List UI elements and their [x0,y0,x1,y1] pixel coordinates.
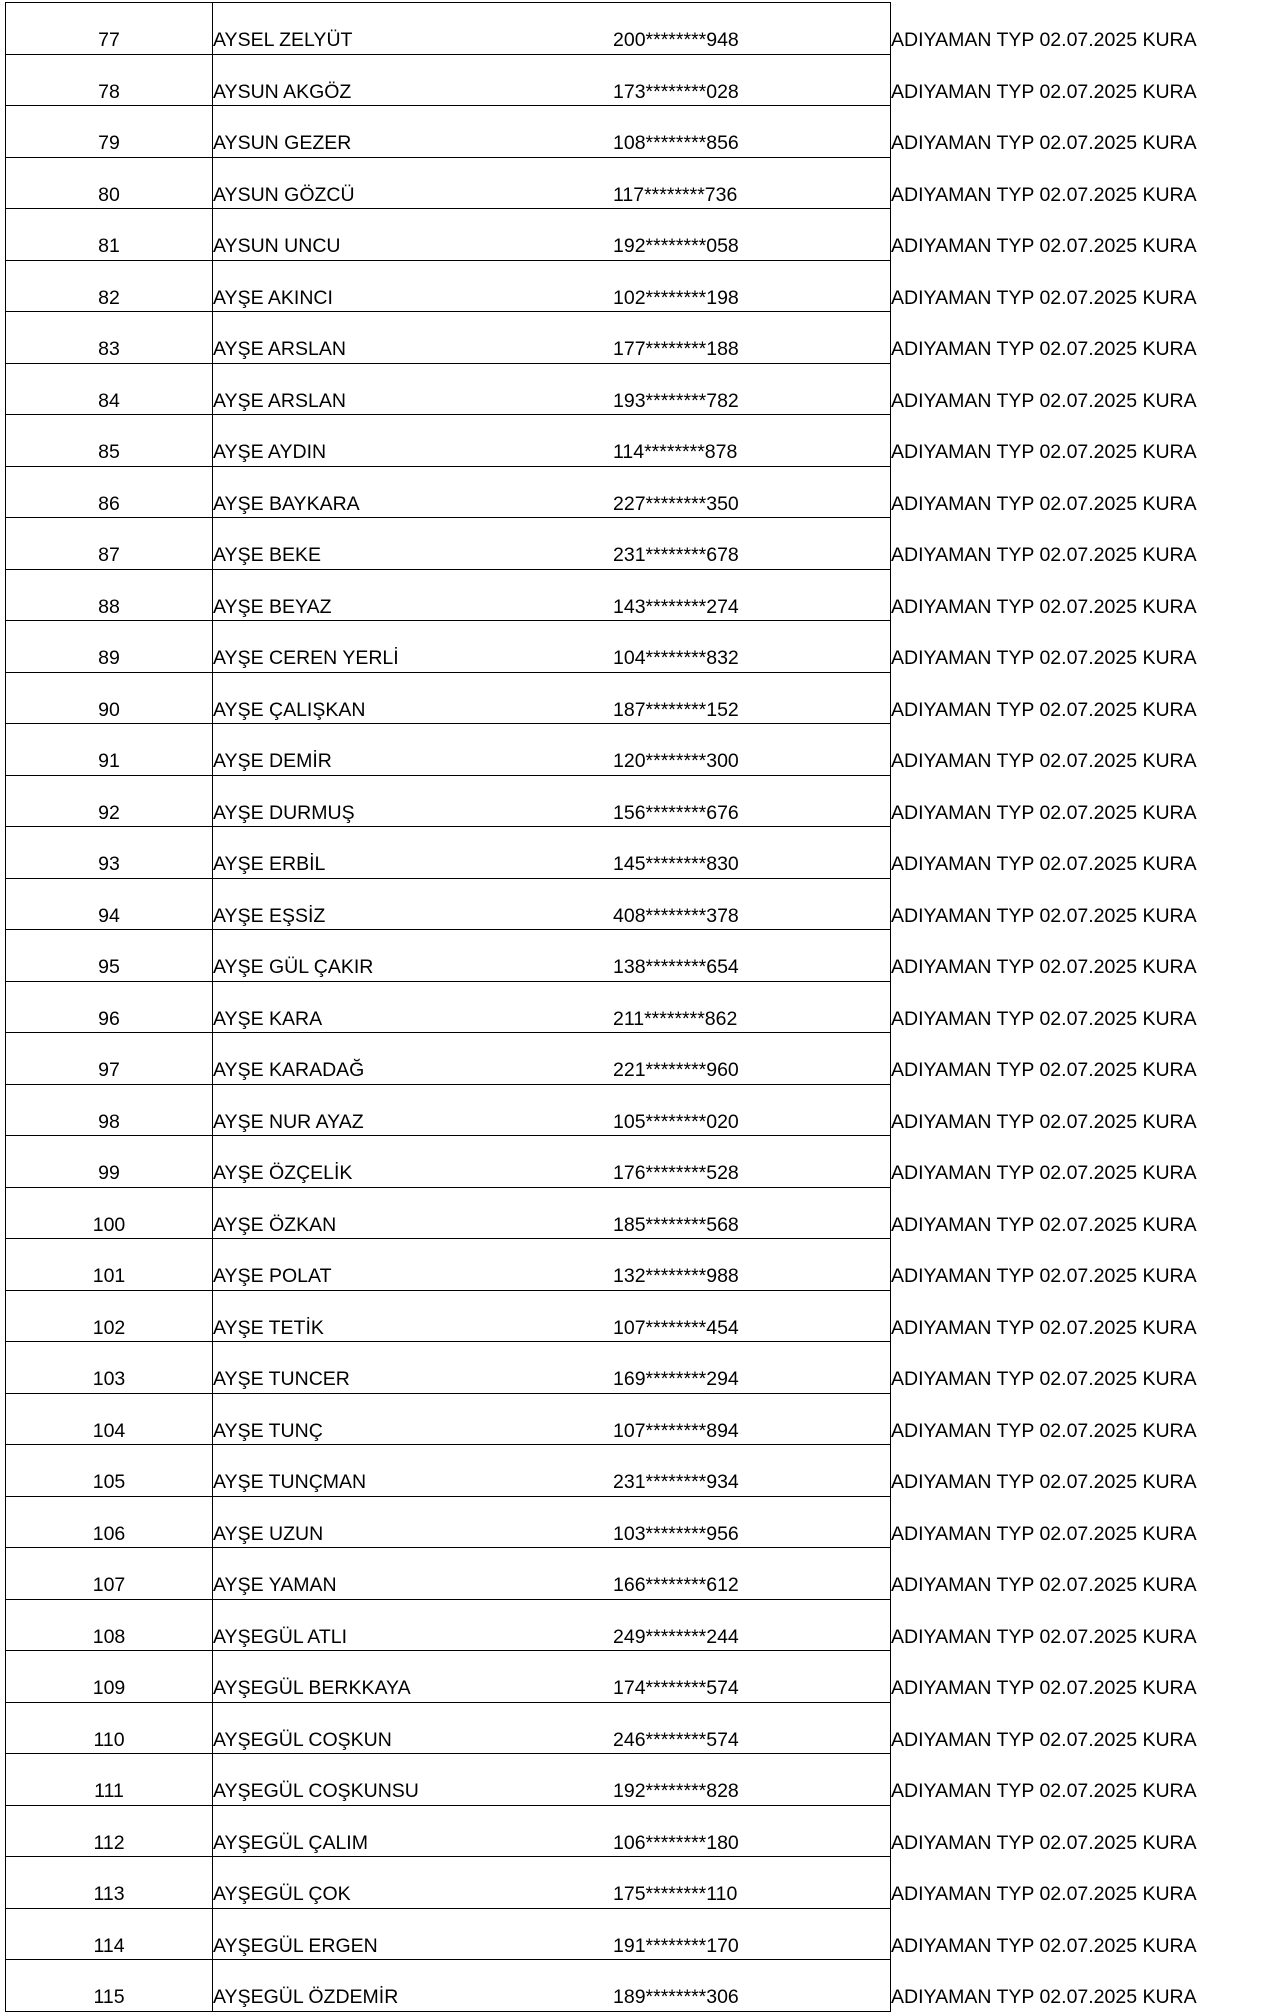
row-number-cell: 84 [6,363,213,415]
person-name-cell: AYSUN AKGÖZ 173********028 [213,54,891,106]
person-name-cell: AYSUN GÖZCÜ 117********736 [213,157,891,209]
table-row: 115 AYŞEGÜL ÖZDEMİR 189********306 ADIYAMAN TYP 02.07.2025 KURA [6,1960,1271,2012]
masked-id-number: 143********274 [613,595,739,618]
person-name-cell: AYŞE KARA 211********862 [213,981,891,1033]
masked-id-number: 108********856 [613,132,739,154]
masked-id-number: 173********028 [613,80,739,103]
row-number-cell: 110 [6,1702,213,1754]
masked-id-number: 120********300 [613,750,739,772]
row-number-cell: 78 [6,54,213,106]
masked-id-number: 192********058 [613,235,739,257]
masked-id-number: 145********830 [613,853,739,875]
person-name-cell: AYŞE YAMAN 166********612 [213,1548,891,1600]
masked-id-number: 107********454 [613,1316,739,1339]
row-number-cell: 114 [6,1908,213,1960]
masked-id-number: 175********110 [613,1883,738,1905]
person-name-cell: AYŞE TUNCER 169********294 [213,1342,891,1394]
masked-id-number: 117********736 [613,183,738,206]
table-row: 92 AYŞE DURMUŞ 156********676 ADIYAMAN TYP 02.07.2025 KURA [6,775,1271,827]
table-row: 95 AYŞE GÜL ÇAKIR 138********654 ADIYAMAN TYP 02.07.2025 KURA [6,930,1271,982]
person-name-cell: AYŞE ARSLAN 193********782 [213,363,891,415]
masked-id-number: 221********960 [613,1059,739,1081]
lottery-results-table [5,2,1271,2012]
table-row: 104 AYŞE TUNÇ 107********894 ADIYAMAN TYP 02.07.2025 KURA [6,1393,1271,1445]
masked-id-number: 176********528 [613,1162,739,1184]
masked-id-number: 114********878 [613,441,738,463]
person-name-cell: AYŞEGÜL ÇALIM 106********180 [213,1805,891,1857]
masked-id-number: 102********198 [613,286,739,309]
table-row: 102 AYŞE TETİK 107********454 ADIYAMAN TYP 02.07.2025 KURA [6,1290,1271,1342]
masked-id-number: 104********832 [613,647,739,669]
table-row: 81 AYSUN UNCU 192********058 ADIYAMAN TYP 02.07.2025 KURA [6,209,1271,261]
masked-id-number: 246********574 [613,1728,739,1751]
person-name-cell: AYŞE ARSLAN 177********188 [213,312,891,364]
table-row: 106 AYŞE UZUN 103********956 ADIYAMAN TYP 02.07.2025 KURA [6,1496,1271,1548]
table-row: 100 AYŞE ÖZKAN 185********568 ADIYAMAN TYP 02.07.2025 KURA [6,1187,1271,1239]
table-row: 78 AYSUN AKGÖZ 173********028 ADIYAMAN TYP 02.07.2025 KURA [6,54,1271,106]
masked-id-number: 192********828 [613,1780,739,1802]
row-number-cell: 81 [6,209,213,261]
row-number-cell: 96 [6,981,213,1033]
masked-id-number: 105********020 [613,1110,739,1133]
person-name-cell: AYŞE POLAT 132********988 [213,1239,891,1291]
masked-id-number: 191********170 [613,1934,739,1957]
row-number-cell: 104 [6,1393,213,1445]
person-name-cell: AYŞE DEMİR 120********300 [213,724,891,776]
row-number-cell: 99 [6,1136,213,1188]
table-row: 98 AYŞE NUR AYAZ 105********020 ADIYAMAN TYP 02.07.2025 KURA [6,1084,1271,1136]
masked-id-number: 187********152 [613,698,739,721]
person-name-cell: AYŞEGÜL COŞKUN 246********574 [213,1702,891,1754]
person-name-cell: AYŞE BEYAZ 143********274 [213,569,891,621]
person-name-cell: AYSUN UNCU 192********058 [213,209,891,261]
person-name-cell: AYŞE ÇALIŞKAN 187********152 [213,672,891,724]
row-number-cell: 106 [6,1496,213,1548]
person-name-cell: AYŞEGÜL COŞKUNSU 192********828 [213,1754,891,1806]
masked-id-number: 193********782 [613,389,739,412]
table-row: 82 AYŞE AKINCI 102********198 ADIYAMAN TYP 02.07.2025 KURA [6,260,1271,312]
table-row: 114 AYŞEGÜL ERGEN 191********170 ADIYAMAN TYP 02.07.2025 KURA [6,1908,1271,1960]
table-row: 84 AYŞE ARSLAN 193********782 ADIYAMAN TYP 02.07.2025 KURA [6,363,1271,415]
person-name-cell: AYŞE CEREN YERLİ 104********832 [213,621,891,673]
table-row: 111 AYŞEGÜL COŞKUNSU 192********828 ADIYAMAN TYP 02.07.2025 KURA [6,1754,1271,1806]
person-name-cell: AYŞEGÜL ATLI 249********244 [213,1599,891,1651]
person-name-cell: AYŞE ÖZÇELİK 176********528 [213,1136,891,1188]
person-name-cell: AYŞEGÜL ÇOK 175********110 [213,1857,891,1909]
masked-id-number: 227********350 [613,492,739,515]
row-number-cell: 85 [6,415,213,467]
masked-id-number: 177********188 [613,338,739,360]
row-number-cell: 98 [6,1084,213,1136]
row-number-cell: 113 [6,1857,213,1909]
table-body [6,3,1271,2012]
table-row: 88 AYŞE BEYAZ 143********274 ADIYAMAN TYP 02.07.2025 KURA [6,569,1271,621]
row-number-cell: 82 [6,260,213,312]
row-number-cell: 91 [6,724,213,776]
masked-id-number: 156********676 [613,801,739,824]
masked-id-number: 189********306 [613,1986,739,2008]
row-number-cell: 109 [6,1651,213,1703]
person-name-cell: AYŞE TUNÇMAN 231********934 [213,1445,891,1497]
masked-id-number: 231********678 [613,544,739,566]
row-number-cell: 108 [6,1599,213,1651]
row-number-cell: 77 [6,3,213,55]
table-row: 80 AYSUN GÖZCÜ 117********736 ADIYAMAN TYP 02.07.2025 KURA [6,157,1271,209]
row-number-cell: 105 [6,1445,213,1497]
masked-id-number: 200********948 [613,29,739,51]
row-number-cell: 115 [6,1960,213,2012]
table-row: 86 AYŞE BAYKARA 227********350 ADIYAMAN TYP 02.07.2025 KURA [6,466,1271,518]
table-row: 79 AYSUN GEZER 108********856 ADIYAMAN TYP 02.07.2025 KURA [6,106,1271,158]
row-number-cell: 97 [6,1033,213,1085]
table-row: 89 AYŞE CEREN YERLİ 104********832 ADIYAMAN TYP 02.07.2025 KURA [6,621,1271,673]
row-number-cell: 86 [6,466,213,518]
person-name-cell: AYŞE TETİK 107********454 [213,1290,891,1342]
table-row: 101 AYŞE POLAT 132********988 ADIYAMAN TYP 02.07.2025 KURA [6,1239,1271,1291]
person-name-cell: AYŞEGÜL ERGEN 191********170 [213,1908,891,1960]
row-number-cell: 95 [6,930,213,982]
table-row: 112 AYŞEGÜL ÇALIM 106********180 ADIYAMAN TYP 02.07.2025 KURA [6,1805,1271,1857]
person-name-cell: AYŞE DURMUŞ 156********676 [213,775,891,827]
person-name-cell: AYŞE ERBİL 145********830 [213,827,891,879]
person-name-cell: AYŞE NUR AYAZ 105********020 [213,1084,891,1136]
table-row: 94 AYŞE EŞSİZ 408********378 ADIYAMAN TYP 02.07.2025 KURA [6,878,1271,930]
table-row: 91 AYŞE DEMİR 120********300 ADIYAMAN TYP 02.07.2025 KURA [6,724,1271,776]
row-number-cell: 112 [6,1805,213,1857]
row-number-cell: 102 [6,1290,213,1342]
row-number-cell: 93 [6,827,213,879]
masked-id-number: 132********988 [613,1265,739,1287]
table-row: 110 AYŞEGÜL COŞKUN 246********574 ADIYAMAN TYP 02.07.2025 KURA [6,1702,1271,1754]
table-row: 113 AYŞEGÜL ÇOK 175********110 ADIYAMAN TYP 02.07.2025 KURA [6,1857,1271,1909]
masked-id-number: 174********574 [613,1677,739,1699]
masked-id-number: 166********612 [613,1574,739,1596]
table-row: 99 AYŞE ÖZÇELİK 176********528 ADIYAMAN TYP 02.07.2025 KURA [6,1136,1271,1188]
masked-id-number: 107********894 [613,1419,739,1442]
person-name-cell: AYŞE AYDIN 114********878 [213,415,891,467]
table-row: 103 AYŞE TUNCER 169********294 ADIYAMAN TYP 02.07.2025 KURA [6,1342,1271,1394]
masked-id-number: 408********378 [613,904,739,927]
row-number-cell: 87 [6,518,213,570]
table-row: 83 AYŞE ARSLAN 177********188 ADIYAMAN TYP 02.07.2025 KURA [6,312,1271,364]
masked-id-number: 231********934 [613,1471,739,1493]
table-row: 107 AYŞE YAMAN 166********612 ADIYAMAN TYP 02.07.2025 KURA [6,1548,1271,1600]
table-row: 87 AYŞE BEKE 231********678 ADIYAMAN TYP 02.07.2025 KURA [6,518,1271,570]
person-name-cell: AYŞE GÜL ÇAKIR 138********654 [213,930,891,982]
row-number-cell: 79 [6,106,213,158]
row-number-cell: 94 [6,878,213,930]
masked-id-number: 138********654 [613,956,739,978]
masked-id-number: 169********294 [613,1368,739,1390]
masked-id-number: 103********956 [613,1522,739,1545]
person-name-cell: AYŞE ÖZKAN 185********568 [213,1187,891,1239]
table-row: 97 AYŞE KARADAĞ 221********960 ADIYAMAN TYP 02.07.2025 KURA [6,1033,1271,1085]
row-number-cell: 89 [6,621,213,673]
row-number-cell: 83 [6,312,213,364]
table-row: 108 AYŞEGÜL ATLI 249********244 ADIYAMAN TYP 02.07.2025 KURA [6,1599,1271,1651]
row-number-cell: 100 [6,1187,213,1239]
masked-id-number: 211********862 [613,1007,738,1030]
row-number-cell: 101 [6,1239,213,1291]
row-number-cell: 88 [6,569,213,621]
person-name-cell: AYŞE EŞSİZ 408********378 [213,878,891,930]
person-name-cell: AYSEL ZELYÜT 200********948 [213,3,891,55]
table-row: 90 AYŞE ÇALIŞKAN 187********152 ADIYAMAN TYP 02.07.2025 KURA [6,672,1271,724]
person-name-cell: AYŞE AKINCI 102********198 [213,260,891,312]
person-name-cell: AYŞE BAYKARA 227********350 [213,466,891,518]
table-row: 96 AYŞE KARA 211********862 ADIYAMAN TYP 02.07.2025 KURA [6,981,1271,1033]
masked-id-number: 106********180 [613,1831,739,1854]
row-number-cell: 92 [6,775,213,827]
person-name-cell: AYŞE UZUN 103********956 [213,1496,891,1548]
person-name-cell: AYŞE TUNÇ 107********894 [213,1393,891,1445]
person-name-cell: AYŞE BEKE 231********678 [213,518,891,570]
row-number-cell: 90 [6,672,213,724]
row-number-cell: 103 [6,1342,213,1394]
row-number-cell: 80 [6,157,213,209]
person-name-cell: AYŞE KARADAĞ 221********960 [213,1033,891,1085]
table-row: 77 AYSEL ZELYÜT 200********948 ADIYAMAN TYP 02.07.2025 KURA [6,3,1271,55]
person-name-cell: AYSUN GEZER 108********856 [213,106,891,158]
table-row: 109 AYŞEGÜL BERKKAYA 174********574 ADIYAMAN TYP 02.07.2025 KURA [6,1651,1271,1703]
table-row: 93 AYŞE ERBİL 145********830 ADIYAMAN TYP 02.07.2025 KURA [6,827,1271,879]
table-row: 85 AYŞE AYDIN 114********878 ADIYAMAN TYP 02.07.2025 KURA [6,415,1271,467]
row-number-cell: 107 [6,1548,213,1600]
masked-id-number: 185********568 [613,1213,739,1236]
row-number-cell: 111 [6,1754,213,1806]
person-name-cell: AYŞEGÜL BERKKAYA 174********574 [213,1651,891,1703]
masked-id-number: 249********244 [613,1625,739,1648]
person-name-cell: AYŞEGÜL ÖZDEMİR 189********306 [213,1960,891,2012]
table-row: 105 AYŞE TUNÇMAN 231********934 ADIYAMAN TYP 02.07.2025 KURA [6,1445,1271,1497]
